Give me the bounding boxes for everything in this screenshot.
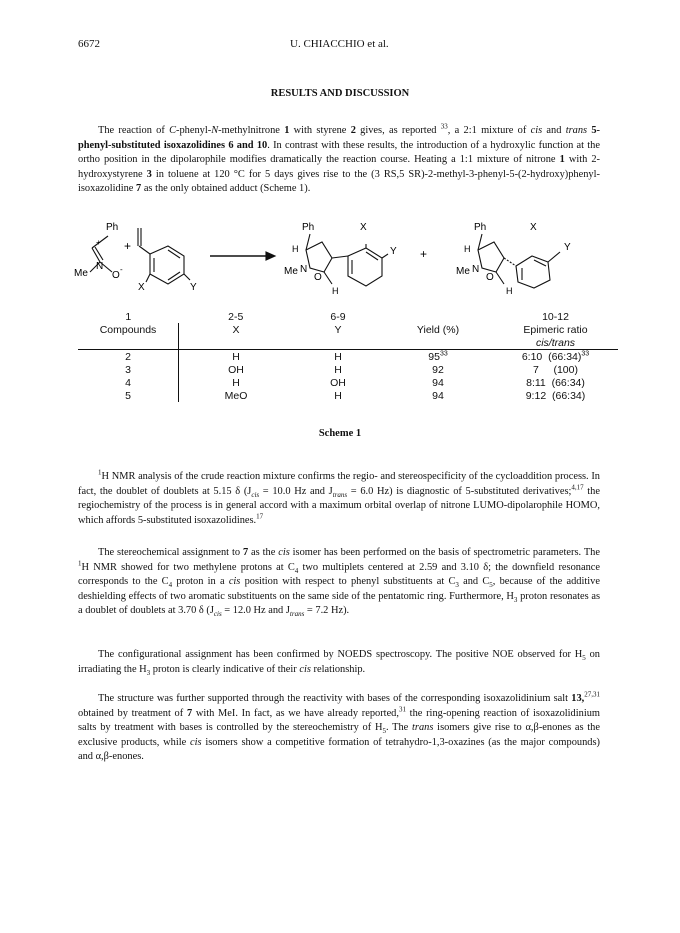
scheme-label: N [472,264,480,275]
scheme-label: Me [284,266,298,277]
scheme-label: X [360,222,367,233]
compound-number: 10-12 [542,310,569,323]
scheme-table [78,310,618,402]
compound-number-row [78,310,618,323]
scheme-label: - [120,265,123,274]
column-header: Yield (%) [416,323,460,336]
scheme-label: Y [390,246,397,257]
table-row: 2 H H $95^{33}$ 6:10 (66:34)$^{33}$ [78,350,618,364]
scheme-1-drawing [70,210,630,310]
scheme-label: H [332,286,339,296]
table-header-row [78,323,618,336]
scheme-label: X [530,222,537,233]
paragraph-4: The configurational assignment has been confirmed by NOEDS spectroscopy. The positive NOE observed for $H_5$ on irradiating the $H_3$ proton is clearly indicative of their cis relationship. [78,649,600,677]
paragraph-3: The stereochemical assignment to 7 as the cis isomer has been performed on the basis of spectrometric parameters. The $^1$H NMR showed for two methylene protons at $C_4$ two multiplets centered at 2.59 and 3.10 δ; the downfield resonance corresponds to the $C_4$ proton in a cis position with respect to phenyl substituents at $C_3$ and $C_5$, because of the additive deshielding effects of two aromatic substituents on the same side of the pentatomic ring. Furthermore, $H_3$ proton resonates as a doublet of doublets at 3.70 δ ($J_{cis} = 12.0$ Hz and $J_{trans} = 7.2$ Hz). [78,547,600,619]
table-row: 3 OH H 92 7 (100) [78,363,618,376]
scheme-caption: Scheme 1 [318,428,362,439]
scheme-label: Ph [302,222,315,233]
table-row: 4 H OH 94 8:11 (66:34) [78,376,618,389]
scheme-label: O [486,272,494,283]
page-number: 6672 [78,38,100,50]
column-header: Epimeric ratio [523,323,588,336]
compound-number: 2-5 [228,310,244,323]
scheme-label: Y [564,242,571,253]
section-title: RESULTS AND DISCUSSION [270,88,410,99]
compound-number: 1 [125,310,132,323]
running-title: U. CHIACCHIO et al. [290,38,389,50]
scheme-label: N [300,264,308,275]
paragraph-2: $^1$H NMR analysis of the crude reaction mixture confirms the regio- and stereospecificity of the cycloaddition process. In fact, the doublet of doublets at 5.15 δ ($J_{cis} = 10.0$ Hz and $J_{trans} = 6.0$ Hz) is diagnostic of 5-substituted derivatives;$^{4,17}$ the regiochemistry of the process is in general accord with a maximum orbital overlap of nitrone LUMO-dipolarophile HOMO, which affords 5-substituted isoxazolidines.$^{17}$ [78,468,600,526]
table-row: 5 MeO H 94 9:12 (66:34) [78,389,618,402]
scheme-label: X [138,282,145,293]
scheme-label: Ph [106,222,119,233]
column-header: X [232,323,240,336]
scheme-label: H [506,286,513,296]
scheme-label: Me [456,266,470,277]
column-subheader: cis/trans [535,336,576,349]
scheme-label: O [112,270,120,281]
compound-number: 6-9 [330,310,346,323]
scheme-label: + [420,247,428,261]
column-header: Compounds [78,323,179,336]
scheme-label: + [96,238,101,247]
paragraph-1: The reaction of C-phenyl-N-methylnitrone 1 with styrene 2 gives, as reported $^{33}$, a 2:1 mixture of cis and trans 5-phenyl-substituted isoxazolidines 6 and 10. In contrast with these results, the introduction of a hydroxylic function at the ortho position in the dipolarophile modifies dramatically the reaction course. Heating a 1:1 mixture of nitrone 1 with 2-hydroxystyrene 3 in toluene at 120 °C for 5 days gives rise to the (3 RS,5 SR)-2-methyl-3-phenyl-5-(2-hydroxy)phenyl-isoxazolidine 7 as the only obtained adduct (Scheme 1). [78,122,600,195]
scheme-label: O [314,272,322,283]
scheme-label: Me [74,268,88,279]
scheme-label: Y [190,282,197,293]
scheme-label: H [292,244,299,254]
scheme-label: N [96,261,104,272]
table-subheader-row [78,336,618,350]
column-header: Y [334,323,342,336]
scheme-label: Ph [474,222,487,233]
scheme-label: + [124,239,132,253]
scheme-label: H [464,244,471,254]
paragraph-5: The structure was further supported through the reactivity with bases of the corresponding isoxazolidinium salt 13,$^{27,31}$ obtained by treatment of 7 with MeI. In fact, as we have already reported,$^{31}$ the ring-opening reaction of isoxazolidinium salts by treatment with bases is controlled by the stereochemistry of $H_5$. The trans isomers give rise to α,β-enones as the exclusive products, while cis isomers show a competitive formation of tetrahydro-1,3-oxazines (as the major compounds) and α,β-enones. [78,690,600,763]
